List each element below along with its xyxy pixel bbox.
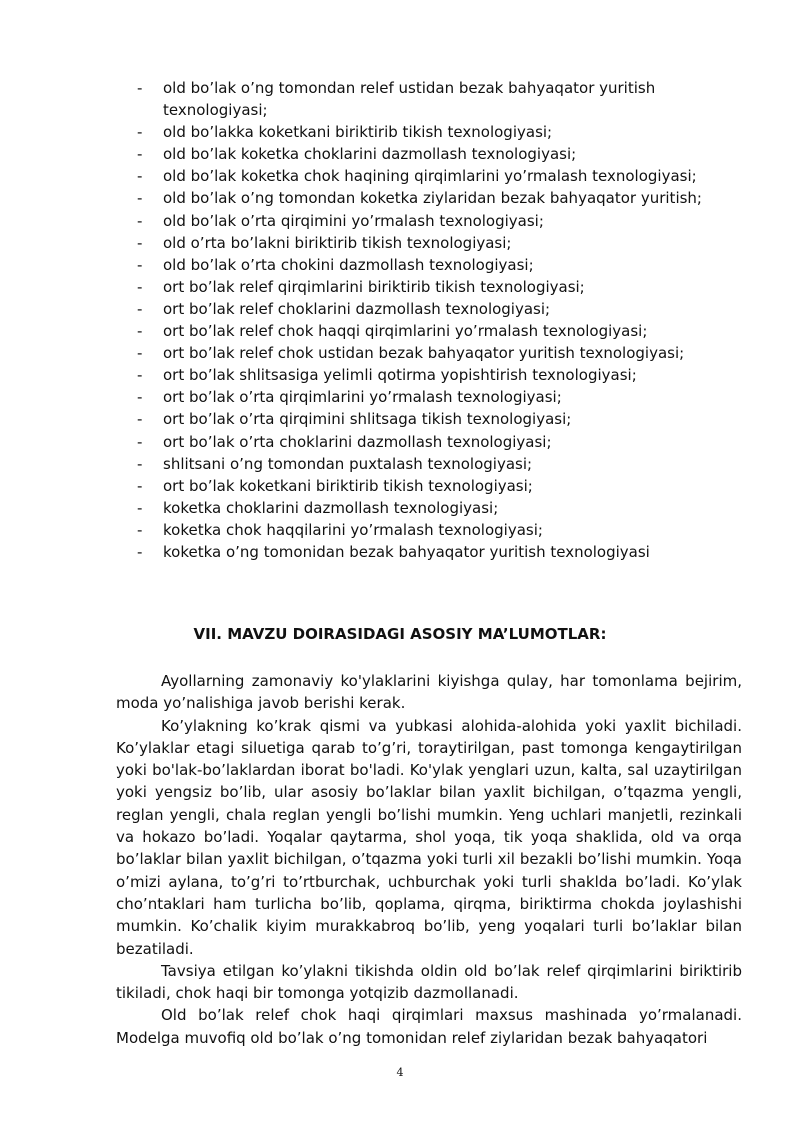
list-item [137, 453, 737, 475]
list-item-text: ort bo’lak relef qirqimlarini biriktirib tikish texnologiyasi; [163, 277, 585, 296]
list-item [137, 254, 737, 276]
list-marker: - [137, 299, 143, 318]
list-item-text: old bo’lak o’rta qirqimini yo’rmalash texnologiyasi; [163, 211, 544, 230]
list-marker: - [137, 233, 143, 252]
list-item [137, 276, 737, 298]
list-item-text: ort bo’lak o’rta choklarini dazmollash texnologiyasi; [163, 432, 552, 451]
list-marker: - [137, 145, 143, 164]
list-item-text: ort bo’lak relef chok haqqi qirqimlarini yo’rmalash texnologiyasi; [163, 322, 648, 341]
list-item-text: shlitsani o’ng tomondan puxtalash texnologiyasi; [163, 454, 533, 473]
list-item-text: old bo’lak o’rta chokini dazmollash texnologiyasi; [163, 255, 534, 274]
technology-list [137, 77, 737, 563]
list-marker: - [137, 167, 143, 186]
list-marker: - [137, 255, 143, 274]
paragraph: Tavsiya etilgan ko’ylakni tikishda oldin old bo’lak relef qirqimlarini biriktirib tikiladi, chok haqi bir tomonga yotqizib dazmollanadi. [116, 961, 742, 1003]
list-item [137, 541, 737, 563]
list-marker: - [137, 410, 143, 429]
list-item [137, 143, 737, 165]
list-marker: - [137, 498, 143, 517]
list-marker: - [137, 79, 143, 97]
list-item-text: koketka o’ng tomonidan bezak bahyaqator yuritish texnologiyasi [163, 542, 650, 561]
list-marker: - [137, 123, 143, 142]
page-number: 4 [396, 1066, 404, 1079]
list-marker: - [137, 476, 143, 495]
list-item-text: old bo’lak o’ng tomondan koketka ziylaridan bezak bahyaqator yuritish; [163, 189, 702, 208]
list-item-text: old bo’lakka koketkani biriktirib tikish texnologiyasi; [163, 123, 553, 142]
list-marker: - [137, 189, 143, 208]
list-item-text: ort bo’lak koketkani biriktirib tikish texnologiyasi; [163, 476, 533, 495]
list-item [137, 232, 737, 254]
list-item [137, 77, 737, 121]
list-item-text: ort bo’lak o’rta qirqimini shlitsaga tikish texnologiyasi; [163, 410, 572, 429]
list-marker: - [137, 432, 143, 451]
list-marker: - [137, 542, 143, 561]
list-item-text: old bo’lak koketka choklarini dazmollash texnologiyasi; [163, 145, 577, 164]
list-marker: - [137, 454, 143, 473]
list-item-text: koketka choklarini dazmollash texnologiyasi; [163, 498, 499, 517]
list-marker: - [137, 388, 143, 407]
list-item-text: ort bo’lak relef chok ustidan bezak bahyaqator yuritish texnologiyasi; [163, 344, 685, 363]
list-item [137, 210, 737, 232]
list-item [137, 320, 737, 342]
list-marker: - [137, 366, 143, 385]
list-marker: - [137, 344, 143, 363]
list-item [137, 364, 737, 386]
list-item-text: ort bo’lak o’rta qirqimlarini yo’rmalash texnologiyasi; [163, 388, 562, 407]
list-item [137, 519, 737, 541]
list-item-text: ort bo’lak shlitsasiga yelimli qotirma yopishtirish texnologiyasi; [163, 366, 637, 385]
list-item-text: koketka chok haqqilarini yo’rmalash texnologiyasi; [163, 520, 543, 539]
list-item [137, 121, 737, 143]
paragraph: Old bo’lak relef chok haqi qirqimlari maxsus mashinada yo’rmalanadi. Modelga muvofiq old bo’lak o’ng tomonidan relef ziylaridan bezak bahyaqatori [116, 1006, 742, 1047]
list-marker: - [137, 211, 143, 230]
list-item [137, 187, 737, 209]
list-item-text: old bo’lak koketka chok haqining qirqimlarini yo’rmalash texnologiyasi; [163, 167, 697, 186]
list-item-text: old bo’lak o’ng tomondan relef ustidan bezak bahyaqator yuritish texnologiyasi; [163, 79, 656, 120]
list-marker: - [137, 520, 143, 539]
list-item [137, 165, 737, 187]
list-item [137, 386, 737, 408]
list-item [137, 298, 737, 320]
list-item-text: old o’rta bo’lakni biriktirib tikish texnologiyasi; [163, 233, 512, 252]
section-heading: VII. MAVZU DOIRASIDAGI ASOSIY MA’LUMOTLAR: [193, 625, 607, 643]
body-text [116, 670, 742, 1049]
paragraph: Ayollarning zamonaviy ko'ylaklarini kiyishga qulay, har tomonlama bejirim, moda yo’nalishiga javob berishi kerak. [116, 672, 742, 713]
list-marker: - [137, 322, 143, 341]
list-marker: - [137, 277, 143, 296]
list-item [137, 475, 737, 497]
list-item [137, 408, 737, 430]
list-item [137, 342, 737, 364]
list-item-text: ort bo’lak relef choklarini dazmollash texnologiyasi; [163, 299, 551, 318]
paragraph: Ko’ylakning ko’krak qismi va yubkasi alohida-alohida yoki yaxlit bichiladi. Ko’ylaklar etagi siluetiga qarab to’g’ri, toraytirilgan, past tomonga kengaytirilgan yoki bo'lak-bo’laklardan iborat bo'ladi. Ko'ylak yenglari uzun, kalta, sal uzaytirilgan yoki yengsiz bo’lib, ular asosiy bo’laklar bilan yaxlit bichilgan, o’tqazma yengli, reglan yengli, chala reglan yengli bo’lishi mumkin. Yeng uchlari manjetli, rezinkali va hokazo bo’ladi. Yoqalar qaytarma, shol yoqa, tik yoqa shaklida, old va orqa bo’laklar bilan yaxlit bichilgan, o’tqazma yoki turli xil bezakli bo’lishi mumkin. Yoqa o’mizi aylana, to’g’ri to’rtburchak, uchburchak yoki turli shaklda bo’ladi. Ko’ylak cho’ntaklari ham turlicha bo’lib, qoplama, qirqma, biriktirma chokda joylashishi mumkin. Ko’chalik kiyim murakkabroq bo’lib, yeng yoqalari turli bo’laklar bilan bezatiladi. [116, 716, 742, 958]
list-item [137, 431, 737, 453]
list-item [137, 497, 737, 519]
